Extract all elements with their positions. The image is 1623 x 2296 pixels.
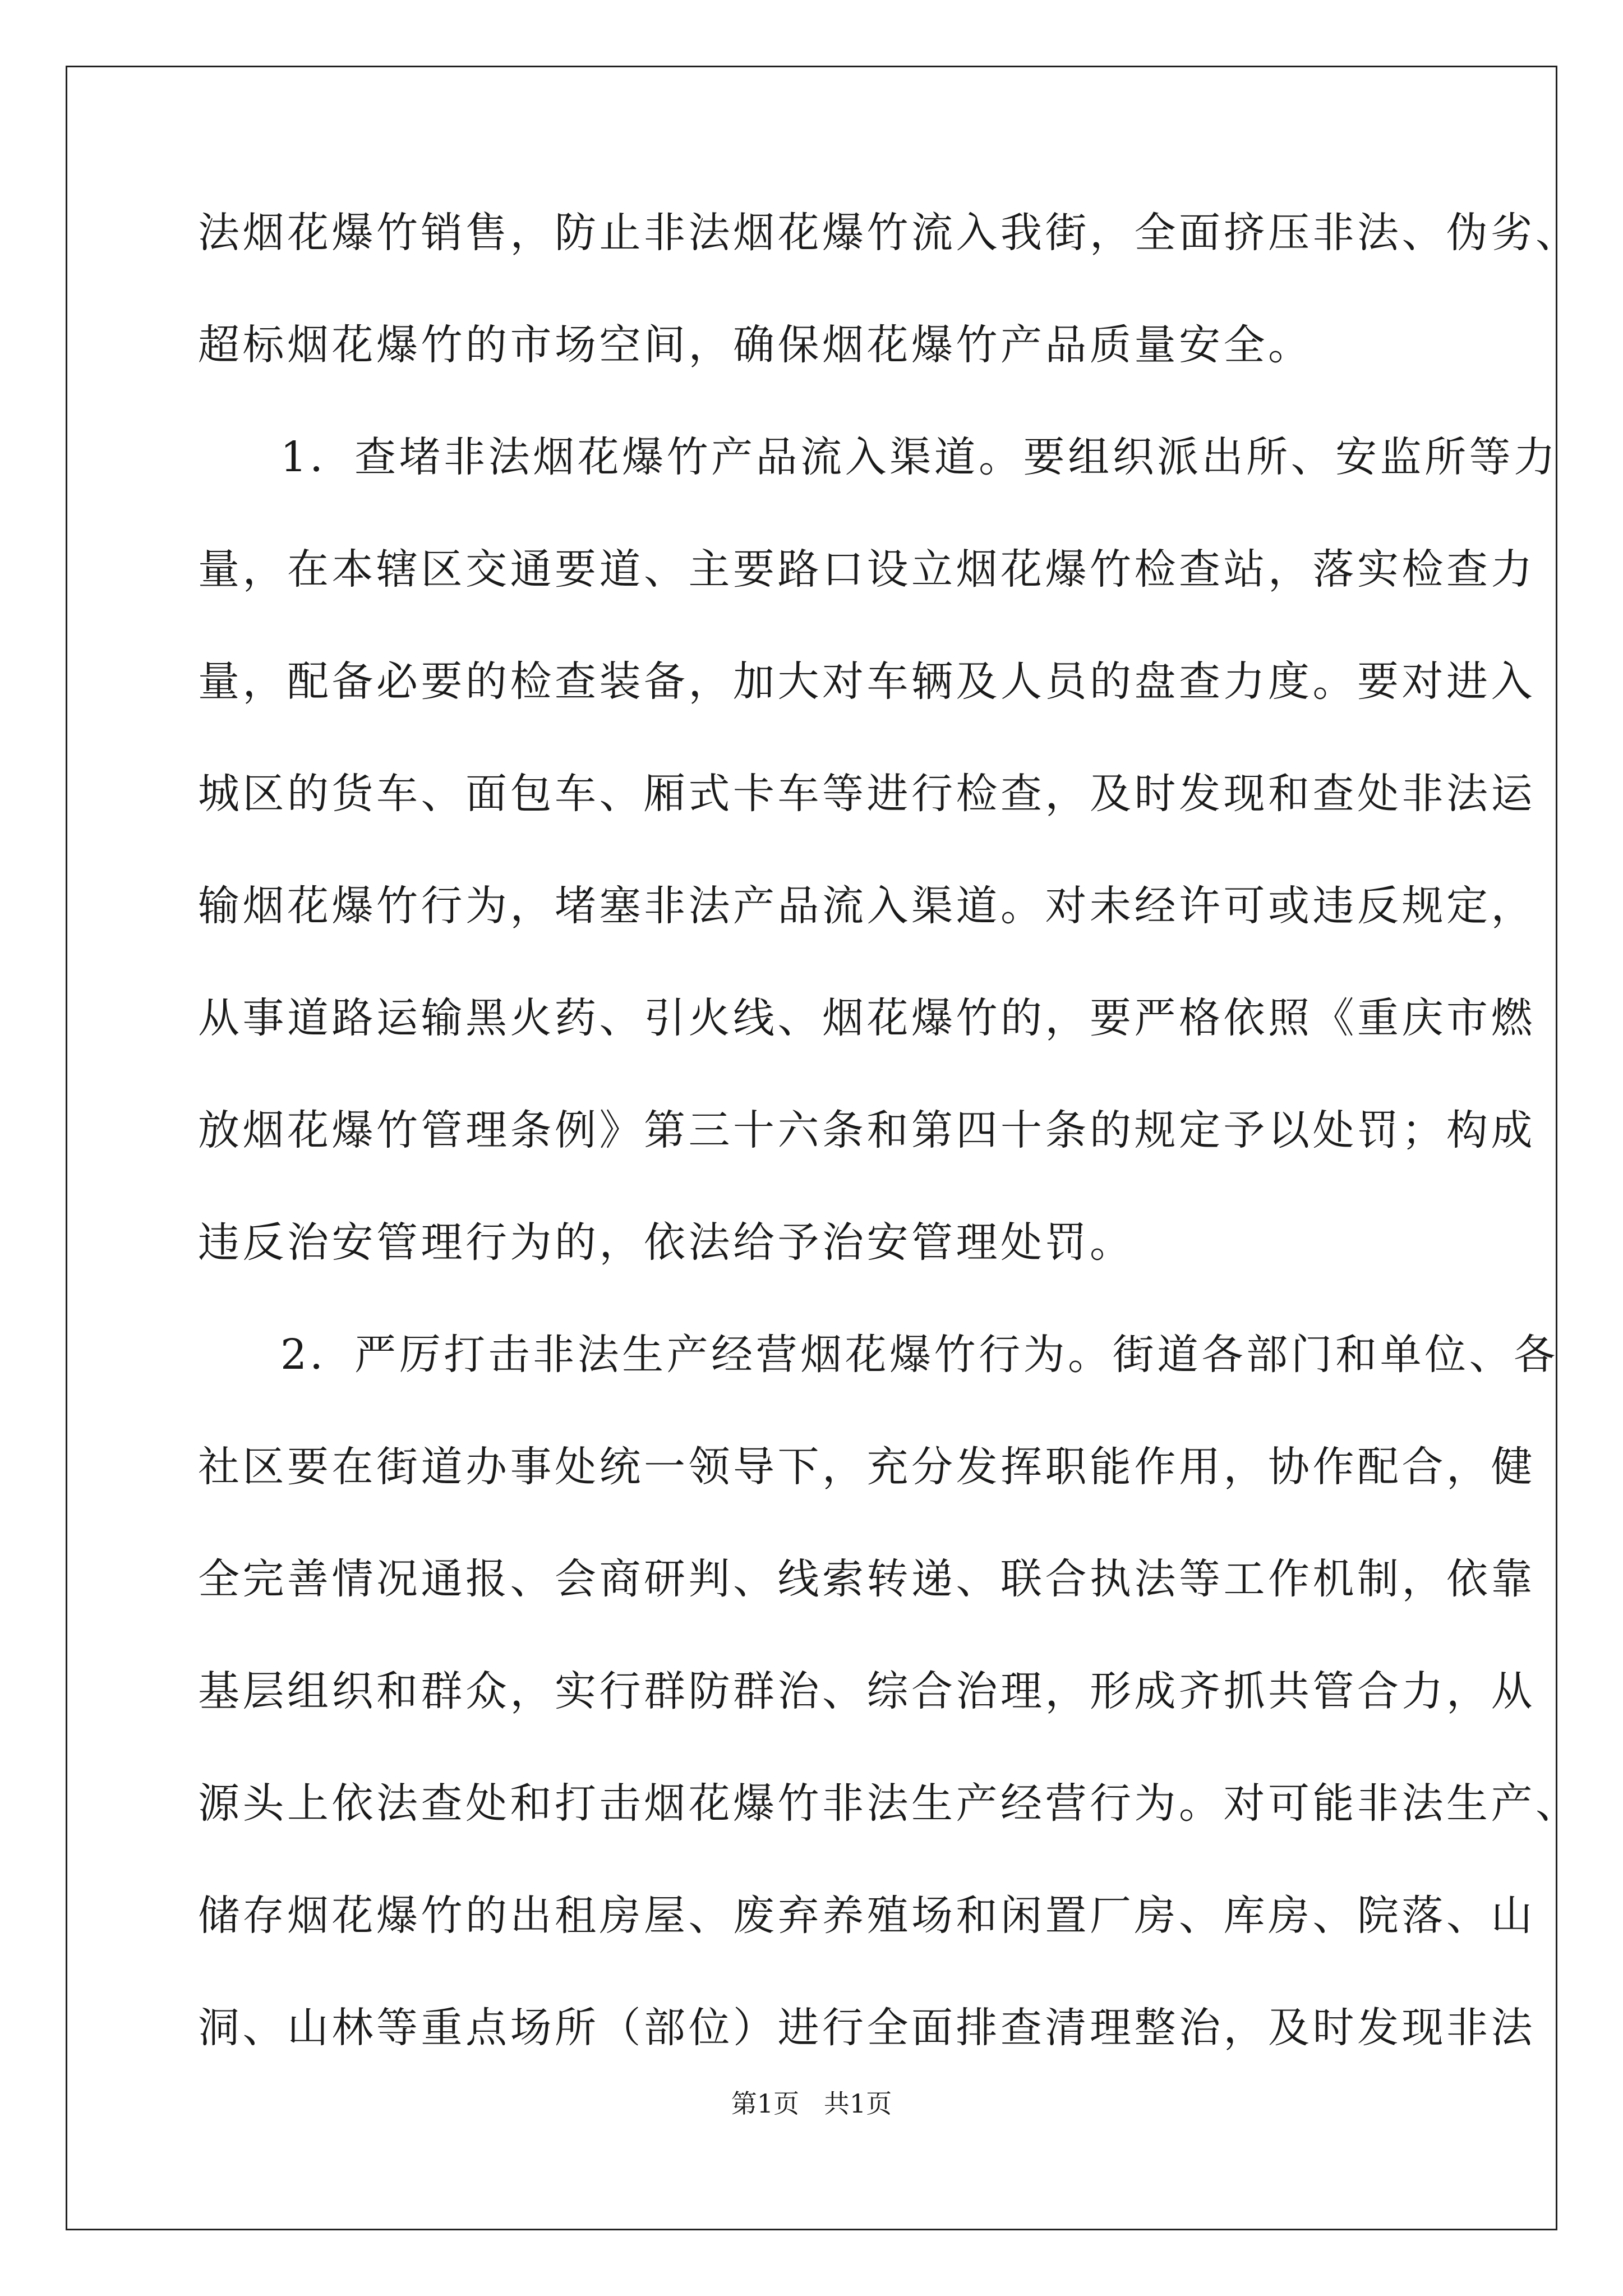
text-line: 洞、山林等重点场所（部位）进行全面排查清理整治，及时发现非法: [198, 2004, 1536, 2052]
text-line: 全完善情况通报、会商研判、线索转递、联合执法等工作机制，依靠: [198, 1555, 1536, 1603]
text-line: 储存烟花爆竹的出租房屋、废弃养殖场和闲置厂房、库房、院落、山: [198, 1892, 1536, 1940]
text-line: 源头上依法查处和打击烟花爆竹非法生产经营行为。对可能非法生产、: [198, 1779, 1580, 1828]
text-line: 从事道路运输黑火药、引火线、烟花爆竹的，要严格依照《重庆市燃: [198, 994, 1536, 1042]
text-line: 基层组织和群众，实行群防群治、综合治理，形成齐抓共管合力，从: [198, 1667, 1536, 1715]
text-line: 量，在本辖区交通要道、主要路口设立烟花爆竹检查站，落实检查力: [198, 545, 1536, 593]
text-line: 社区要在街道办事处统一领导下，充分发挥职能作用，协作配合，健: [198, 1443, 1536, 1491]
paragraph-1-heading: 1．查堵非法烟花爆竹产品流入渠道。要组织派出所、安监所等力: [280, 433, 1559, 481]
text-line: 量，配备必要的检查装备，加大对车辆及人员的盘查力度。要对进入: [198, 657, 1536, 706]
page-number-footer: 第1页 共1页: [731, 2088, 892, 2119]
paragraph-2-heading: 2．严厉打击非法生产经营烟花爆竹行为。街道各部门和单位、各: [280, 1331, 1559, 1379]
text-line: 城区的货车、面包车、厢式卡车等进行检查，及时发现和查处非法运: [198, 770, 1536, 818]
text-line: 放烟花爆竹管理条例》第三十六条和第四十条的规定予以处罚；构成: [198, 1106, 1536, 1154]
text-line: 违反治安管理行为的，依法给予治安管理处罚。: [198, 1218, 1135, 1267]
text-line: 输烟花爆竹行为，堵塞非法产品流入渠道。对未经许可或违反规定，: [198, 882, 1536, 930]
text-line: 法烟花爆竹销售，防止非法烟花爆竹流入我街，全面挤压非法、伪劣、: [198, 209, 1580, 257]
text-line: 超标烟花爆竹的市场空间，确保烟花爆竹产品质量安全。: [198, 321, 1313, 369]
